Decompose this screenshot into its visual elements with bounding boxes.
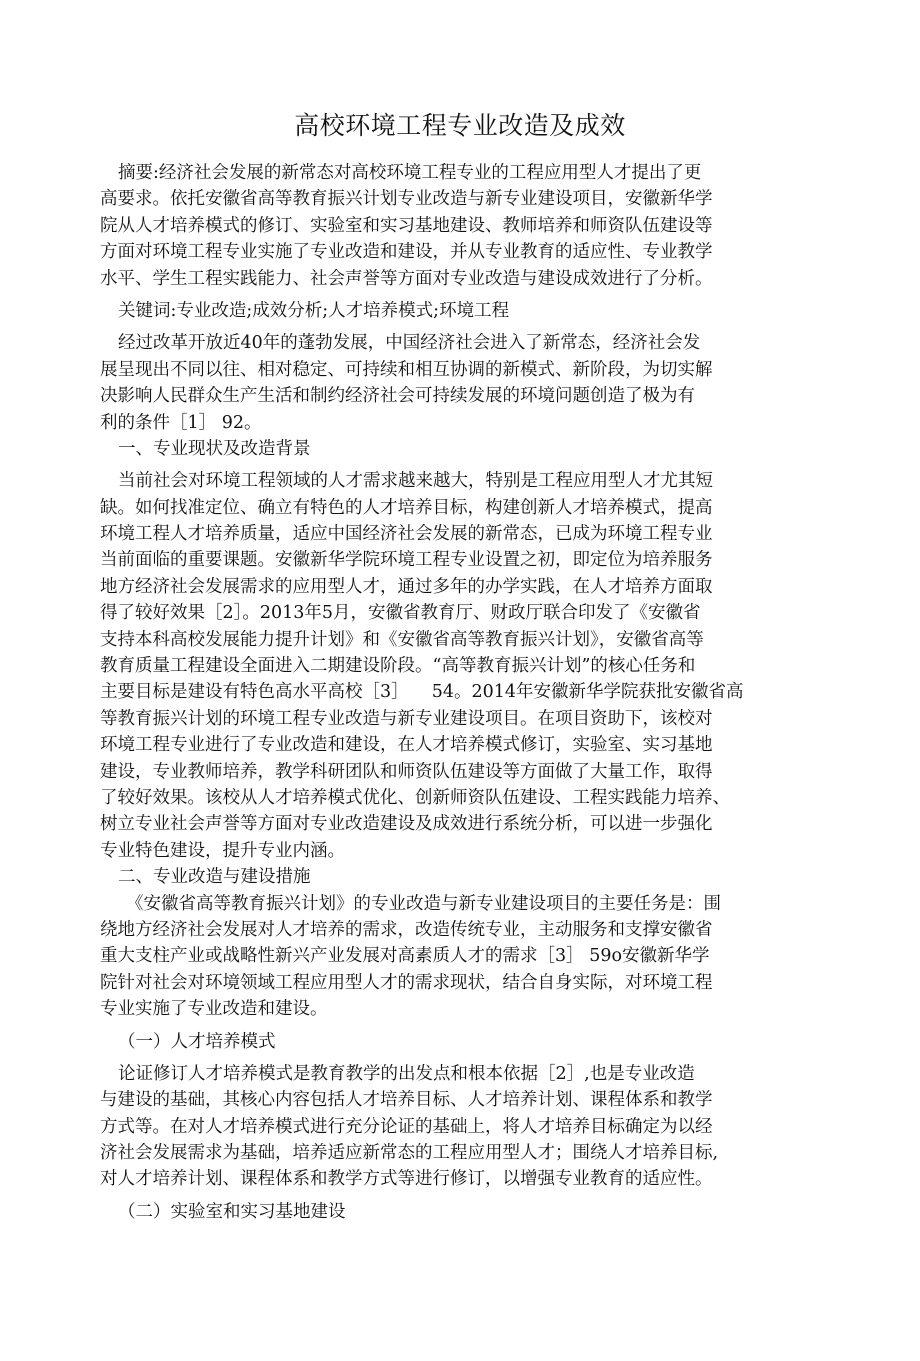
section2-line-3: 重大支柱产业或战略性新兴产业发展对高素质人才的需求［3］ 59o安徽新华学 [100,946,710,967]
abstract-line-3: 院从人才培养模式的修订、实验室和实习基地建设、教师培养和师资队伍建设等 [100,215,713,236]
section1-line-5: 地方经济社会发展需求的应用型人才，通过多年的办学实践，在人才培养方面取 [100,576,713,597]
section2-line-2: 绕地方经济社会发展对人才培养的需求，改造传统专业，主动服务和支撑安徽省 [100,919,713,940]
section2-line-5: 专业实施了专业改造和建设。 [100,999,328,1020]
subsection1-line-3: 方式等。在对人才培养模式进行充分论证的基础上，将人才培养目标确定为以经 [100,1116,713,1137]
abstract-line-4: 方面对环境工程专业实施了专业改造和建设，并从专业教育的适应性、专业教学 [100,242,713,263]
abstract-line-2: 高要求。依托安徽省高等教育振兴计划专业改造与新专业建设项目，安徽新华学 [100,189,713,210]
abstract-line-5: 水平、学生工程实践能力、社会声誉等方面对专业改造与建设成效进行了分析。 [100,268,713,289]
section1-line-6: 得了较好效果［2］。2013年5月，安徽省教育厅、财政厅联合印发了《安徽省 [100,603,701,624]
intro-line-4: 利的条件［1］ 92。 [100,412,262,433]
section1-line-12: 建设，专业教师培养，教学科研团队和师资队伍建设等方面做了大量工作，取得 [100,761,713,782]
section1-line-3: 环境工程人才培养质量，适应中国经济社会发展的新常态，已成为环境工程专业 [100,524,713,545]
section1-line-8: 教育质量工程建设全面进入二期建设阶段。“高等教育振兴计划”的核心任务和 [100,656,696,677]
section1-line-4: 当前面临的重要课题。安徽新华学院环境工程专业设置之初，即定位为培养服务 [100,550,713,571]
section2-line-4: 院针对社会对环境领域工程应用型人才的需求现状，结合自身实际，对环境工程 [100,972,713,993]
subsection1-line-4: 济社会发展需求为基础，培养适应新常态的工程应用型人才；围绕人才培养目标, [100,1143,719,1164]
subsection-heading-2: （二）实验室和实习基地建设 [118,1201,346,1222]
section1-line-13: 了较好效果。该校从人才培养模式优化、创新师资队伍建设、工程实践能力培养、 [100,787,730,808]
section1-line-15: 专业特色建设，提升专业内涵。 [100,840,345,861]
section1-line-11: 环境工程专业进行了专业改造和建设，在人才培养模式修订，实验室、实习基地 [100,735,713,756]
section-heading-1: 一、专业现状及改造背景 [118,438,311,459]
section2-line-1: 《安徽省高等教育振兴计划》的专业改造与新专业建设项目的主要任务是：围 [126,893,721,914]
section-heading-2: 二、专业改造与建设措施 [118,867,311,888]
subsection1-line-5: 对人才培养计划、课程体系和教学方式等进行修订，以增强专业教育的适应性。 [100,1169,713,1190]
document-title: 高校环境工程专业改造及成效 [294,111,626,140]
section1-line-14: 树立专业社会声誉等方面对专业改造建设及成效进行系统分析，可以进一步强化 [100,814,713,835]
subsection1-line-2: 与建设的基础，其核心内容包括人才培养目标、人才培养计划、课程体系和教学 [100,1090,713,1111]
intro-line-2: 展呈现出不同以往、相对稳定、可持续和相互协调的新模式、新阶段，为切实解 [100,359,713,380]
keywords-line: 关键词:专业改造;成效分析;人才培养模式;环境工程 [118,300,510,321]
intro-line-1: 经过改革开放近40年的蓬勃发展，中国经济社会进入了新常态，经济社会发 [118,333,701,354]
abstract-line-1: 摘要:经济社会发展的新常态对高校环境工程专业的工程应用型人才提出了更 [118,163,702,183]
section1-line-10: 等教育振兴计划的环境工程专业改造与新专业建设项目。在项目资助下，该校对 [100,708,713,729]
intro-line-3: 决影响人民群众生产生活和制约经济社会可持续发展的环境问题创造了极为有 [100,386,695,407]
section1-line-1: 当前社会对环境工程领域的人才需求越来越大，特别是工程应用型人才尤其短 [118,471,713,492]
document-body [100,160,825,1225]
section1-line-9: 主要目标是建设有特色高水平高校［3］ 54。2014年安徽新华学院获批安徽省高 [100,682,744,703]
section1-line-7: 支持本科高校发展能力提升计划》和《安徽省高等教育振兴计划》，安徽省高等 [100,629,704,650]
subsection-heading-1: （一）人才培养模式 [118,1031,276,1052]
section1-line-2: 缺。如何找准定位、确立有特色的人才培养目标，构建创新人才培养模式，提高 [100,497,713,518]
subsection1-line-1: 论证修订人才培养模式是教育教学的出发点和根本依据［2］,也是专业改造 [118,1063,695,1084]
